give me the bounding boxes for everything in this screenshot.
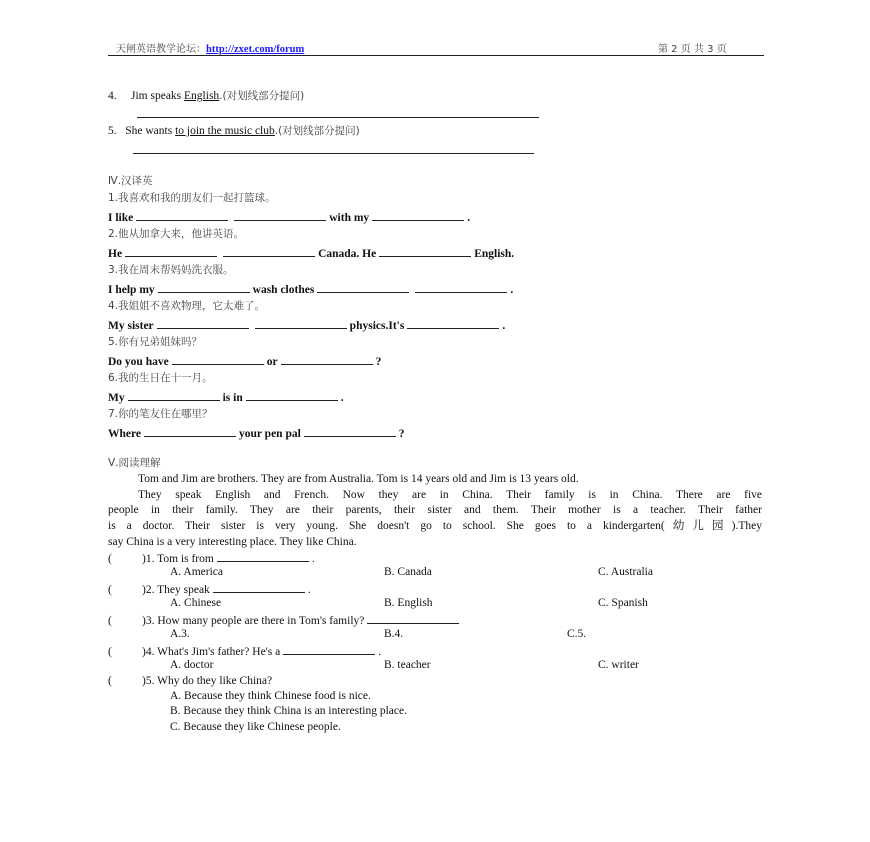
sentence-text: . bbox=[467, 212, 471, 224]
item-chinese: 6.我的生日在十一月。 bbox=[108, 372, 213, 384]
section-5-title: Ⅴ.阅读理解 bbox=[108, 457, 161, 469]
sentence-text: with my bbox=[329, 212, 370, 224]
item-english bbox=[108, 353, 381, 369]
sentence-text: I like bbox=[108, 212, 134, 224]
sentence-text: English. bbox=[474, 248, 515, 260]
answer-blank[interactable] bbox=[304, 425, 396, 437]
option[interactable]: C. writer bbox=[598, 658, 639, 671]
header-site bbox=[116, 40, 304, 55]
sentence-text: Jim speaks bbox=[131, 90, 185, 102]
sentence-text: He bbox=[108, 248, 123, 260]
item-chinese: 5.你有兄弟姐妹吗？ bbox=[108, 336, 203, 348]
answer-blank[interactable] bbox=[246, 389, 338, 401]
item-chinese: 4.我姐姐不喜欢物理，它太难了。 bbox=[108, 300, 266, 312]
question bbox=[108, 643, 381, 659]
item-english bbox=[108, 317, 505, 333]
sentence-text: My sister bbox=[108, 320, 154, 332]
item-english bbox=[108, 245, 514, 261]
answer-blank[interactable] bbox=[234, 209, 326, 221]
answer-blank[interactable] bbox=[372, 209, 464, 221]
item-number: 4. bbox=[108, 90, 117, 102]
answer-blank[interactable] bbox=[407, 317, 499, 329]
answer-blank[interactable] bbox=[255, 317, 347, 329]
passage-line: people in their family. They are their parents, their sister and them. Their mother is a teacher. Their father bbox=[108, 504, 762, 517]
answer-blank[interactable] bbox=[283, 643, 375, 655]
question bbox=[108, 674, 272, 688]
underlined-text: to join the music club bbox=[175, 125, 275, 137]
answer-line[interactable] bbox=[133, 153, 534, 154]
option[interactable]: C.5. bbox=[567, 627, 587, 640]
question-end: . bbox=[311, 553, 315, 565]
sentence-text: ? bbox=[375, 356, 382, 368]
answer-blank[interactable] bbox=[317, 281, 409, 293]
item-english bbox=[108, 209, 470, 225]
sentence-text: Canada. He bbox=[318, 248, 377, 260]
question bbox=[108, 581, 311, 597]
answer-blank[interactable] bbox=[217, 550, 309, 562]
answer-blank[interactable] bbox=[157, 317, 249, 329]
passage-line: is a doctor. Their sister is very young. She doesn't go to school. She goes to a kindergarten(幼儿园).They bbox=[108, 520, 762, 533]
rewrite-item-4 bbox=[108, 89, 304, 103]
option[interactable]: A. America bbox=[170, 565, 224, 578]
option[interactable]: B. Because they think China is an interesting place. bbox=[170, 705, 407, 718]
sentence-text: ? bbox=[398, 428, 405, 440]
sentence-text: She wants bbox=[125, 125, 176, 137]
forum-link[interactable]: http://zxet.com/forum bbox=[206, 44, 305, 55]
sentence-text: or bbox=[266, 356, 278, 368]
sentence-text: I help my bbox=[108, 284, 155, 296]
item-english bbox=[108, 281, 513, 297]
sentence-text: your pen pal bbox=[239, 428, 301, 440]
instruction: .(对划线部分提问) bbox=[219, 90, 305, 102]
sentence-text: wash clothes bbox=[252, 284, 315, 296]
passage-line: They speak English and French. Now they are in China. Their family is in China. There are five bbox=[138, 488, 762, 501]
item-chinese: 1.我喜欢和我的朋友们一起打篮球。 bbox=[108, 192, 276, 204]
answer-paren[interactable]: ( bbox=[108, 615, 112, 627]
sentence-text: My bbox=[108, 392, 125, 404]
option[interactable]: C. Australia bbox=[598, 565, 653, 578]
question-text: )5. Why do they like China? bbox=[142, 675, 273, 687]
question-text: )4. What's Jim's father? He's a bbox=[142, 646, 281, 658]
answer-paren[interactable]: ( bbox=[108, 675, 112, 687]
sentence-text: Do you have bbox=[108, 356, 169, 368]
answer-blank[interactable] bbox=[158, 281, 250, 293]
answer-blank[interactable] bbox=[144, 425, 236, 437]
sentence-text: is in bbox=[222, 392, 243, 404]
question-end: . bbox=[307, 584, 311, 596]
instruction: .(对划线部分提问) bbox=[274, 125, 360, 137]
sentence-text: . bbox=[340, 392, 344, 404]
option[interactable]: B. Canada bbox=[384, 565, 432, 578]
answer-blank[interactable] bbox=[128, 389, 220, 401]
answer-line[interactable] bbox=[137, 117, 539, 118]
answer-blank[interactable] bbox=[415, 281, 507, 293]
item-number: 5. bbox=[108, 125, 117, 137]
option[interactable]: A. Chinese bbox=[170, 596, 222, 609]
passage-line: say China is a very interesting place. They like China. bbox=[108, 535, 357, 548]
item-english bbox=[108, 425, 405, 441]
option[interactable]: B. teacher bbox=[384, 658, 431, 671]
question-text: )1. Tom is from bbox=[142, 553, 214, 565]
answer-blank[interactable] bbox=[172, 353, 264, 365]
answer-blank[interactable] bbox=[281, 353, 373, 365]
item-chinese: 3.我在周末帮妈妈洗衣服。 bbox=[108, 264, 234, 276]
underlined-text: English bbox=[184, 90, 220, 102]
answer-blank[interactable] bbox=[379, 245, 471, 257]
answer-paren[interactable]: ( bbox=[108, 553, 112, 565]
sentence-text: physics.It's bbox=[349, 320, 405, 332]
question-end: . bbox=[378, 646, 382, 658]
answer-paren[interactable]: ( bbox=[108, 584, 112, 596]
option[interactable]: A. doctor bbox=[170, 658, 214, 671]
option[interactable]: B.4. bbox=[384, 627, 404, 640]
answer-blank[interactable] bbox=[223, 245, 315, 257]
item-chinese: 7.你的笔友住在哪里？ bbox=[108, 408, 213, 420]
passage-line: Tom and Jim are brothers. They are from Australia. Tom is 14 years old and Jim is 13 years old. bbox=[138, 473, 579, 485]
answer-blank[interactable] bbox=[367, 612, 459, 624]
answer-blank[interactable] bbox=[213, 581, 305, 593]
question-text: )2. They speak bbox=[142, 584, 210, 596]
rewrite-item-5 bbox=[108, 124, 360, 138]
answer-paren[interactable]: ( bbox=[108, 646, 112, 658]
option[interactable]: C. Spanish bbox=[598, 596, 648, 609]
option[interactable]: A.3. bbox=[170, 627, 190, 640]
page-number: 第 2 页 共 3 页 bbox=[658, 44, 727, 55]
question bbox=[108, 550, 315, 566]
option[interactable]: A. Because they think Chinese food is nice. bbox=[170, 689, 371, 702]
answer-blank[interactable] bbox=[136, 209, 228, 221]
section-4-title: Ⅳ.汉译英 bbox=[108, 175, 153, 187]
sentence-text: . bbox=[502, 320, 506, 332]
option[interactable]: C. Because they like Chinese people. bbox=[170, 720, 341, 733]
item-english bbox=[108, 389, 344, 405]
answer-blank[interactable] bbox=[125, 245, 217, 257]
question bbox=[108, 612, 462, 628]
header-rule bbox=[108, 55, 764, 56]
question-text: )3. How many people are there in Tom's family? bbox=[142, 615, 365, 627]
sentence-text: Where bbox=[108, 428, 142, 440]
site-name: 天闸英语教学论坛： bbox=[116, 44, 206, 55]
option[interactable]: B. English bbox=[384, 596, 433, 609]
sentence-text: . bbox=[510, 284, 514, 296]
item-chinese: 2.他从加拿大来，他讲英语。 bbox=[108, 228, 245, 240]
